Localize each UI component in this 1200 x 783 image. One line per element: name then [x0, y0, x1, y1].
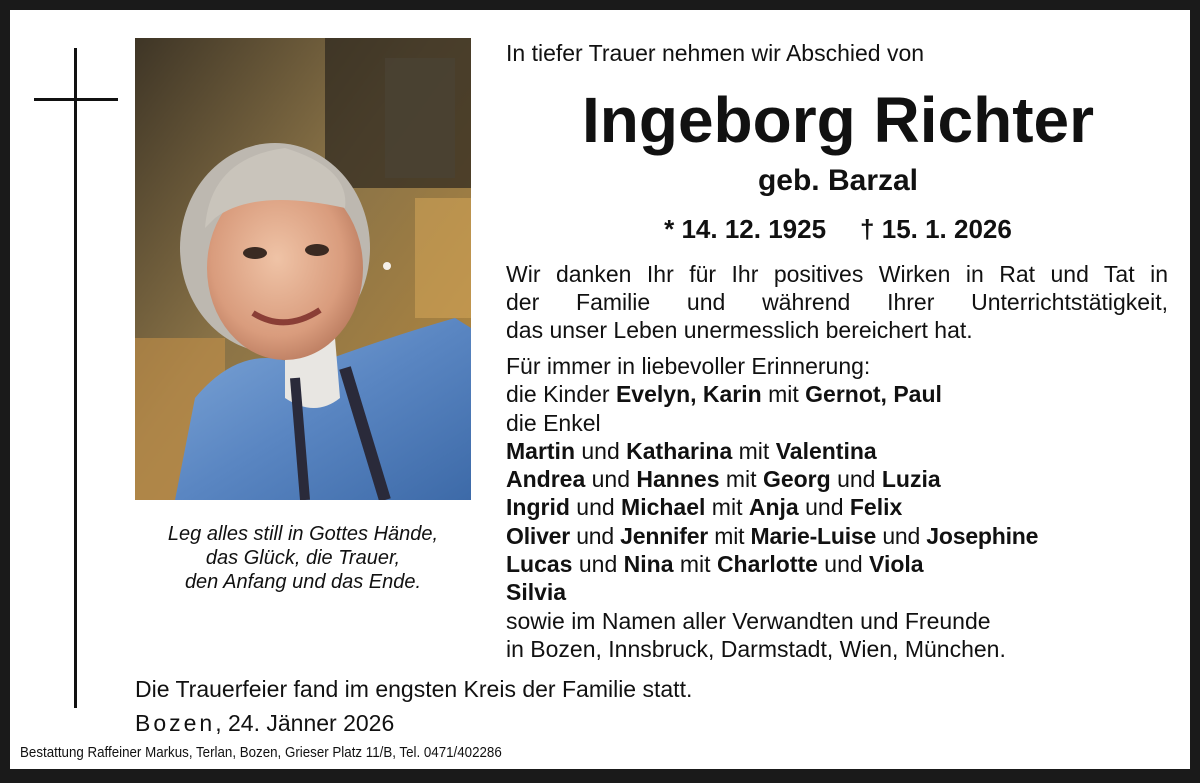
- cities-line: in Bozen, Innsbruck, Darmstadt, Wien, München.: [506, 635, 1006, 662]
- children-partners: Gernot, Paul: [805, 381, 942, 408]
- grandchild-row: Silvia: [506, 579, 567, 606]
- grandchildren-heading: die Enkel: [506, 409, 601, 436]
- thanks-line: Wir danken Ihr für Ihr positives Wirken in Rat und Tat in: [506, 261, 1168, 287]
- portrait-photo: [135, 38, 471, 500]
- relatives-line: sowie im Namen aller Verwandten und Freunde: [506, 607, 991, 634]
- life-dates: [506, 214, 1170, 245]
- memorial-poem: [135, 522, 471, 594]
- children-names: Evelyn, Karin: [615, 381, 762, 408]
- children-row: die Kinder Evelyn, Karin mit Gernot, Paul: [506, 381, 942, 408]
- memory-heading: Für immer in liebevoller Erinnerung:: [506, 353, 871, 379]
- grandchild-row: Martin und Katharina mit Valentina: [506, 437, 877, 464]
- grandchild-row: Ingrid und Michael mit Anja und Felix: [506, 494, 903, 521]
- poem-line: Leg alles still in Gottes Hände,: [167, 523, 439, 545]
- ceremony-note: Die Trauerfeier fand im engsten Kreis der Familie statt.: [135, 676, 693, 702]
- deceased-name: Ingeborg Richter: [581, 84, 1095, 156]
- poem-line: den Anfang und das Ende.: [184, 571, 422, 593]
- place-and-date: [135, 710, 394, 737]
- cross-symbol-vertical: [74, 48, 77, 708]
- poem-line: das Glück, die Trauer,: [205, 547, 401, 569]
- maiden-name: geb. Barzal: [757, 164, 919, 197]
- cross-symbol-horizontal: [34, 98, 118, 101]
- intro-text: In tiefer Trauer nehmen wir Abschied von: [506, 40, 925, 66]
- family-list: [506, 352, 1168, 663]
- undertaker-info: Bestattung Raffeiner Markus, Terlan, Bozen, Grieser Platz 11/B, Tel. 0471/402286: [20, 745, 502, 761]
- thanks-line: das unser Leben unermesslich bereichert hat.: [506, 317, 973, 343]
- thanks-line: der Familie und während Ihrer Unterrichtstätigkeit,: [506, 289, 1168, 315]
- death-date: † 15. 1. 2026: [860, 214, 1012, 244]
- date: , 24. Jänner 2026: [215, 710, 395, 736]
- grandchild-row: Lucas und Nina mit Charlotte und Viola: [506, 551, 924, 578]
- grandchild-row: Andrea und Hannes mit Georg und Luzia: [506, 466, 941, 493]
- place: Bozen: [135, 710, 216, 736]
- grandchild-row: Oliver und Jennifer mit Marie-Luise und Josephine: [506, 522, 1039, 549]
- thanks-paragraph: [506, 260, 1168, 344]
- birth-date: * 14. 12. 1925: [664, 214, 827, 244]
